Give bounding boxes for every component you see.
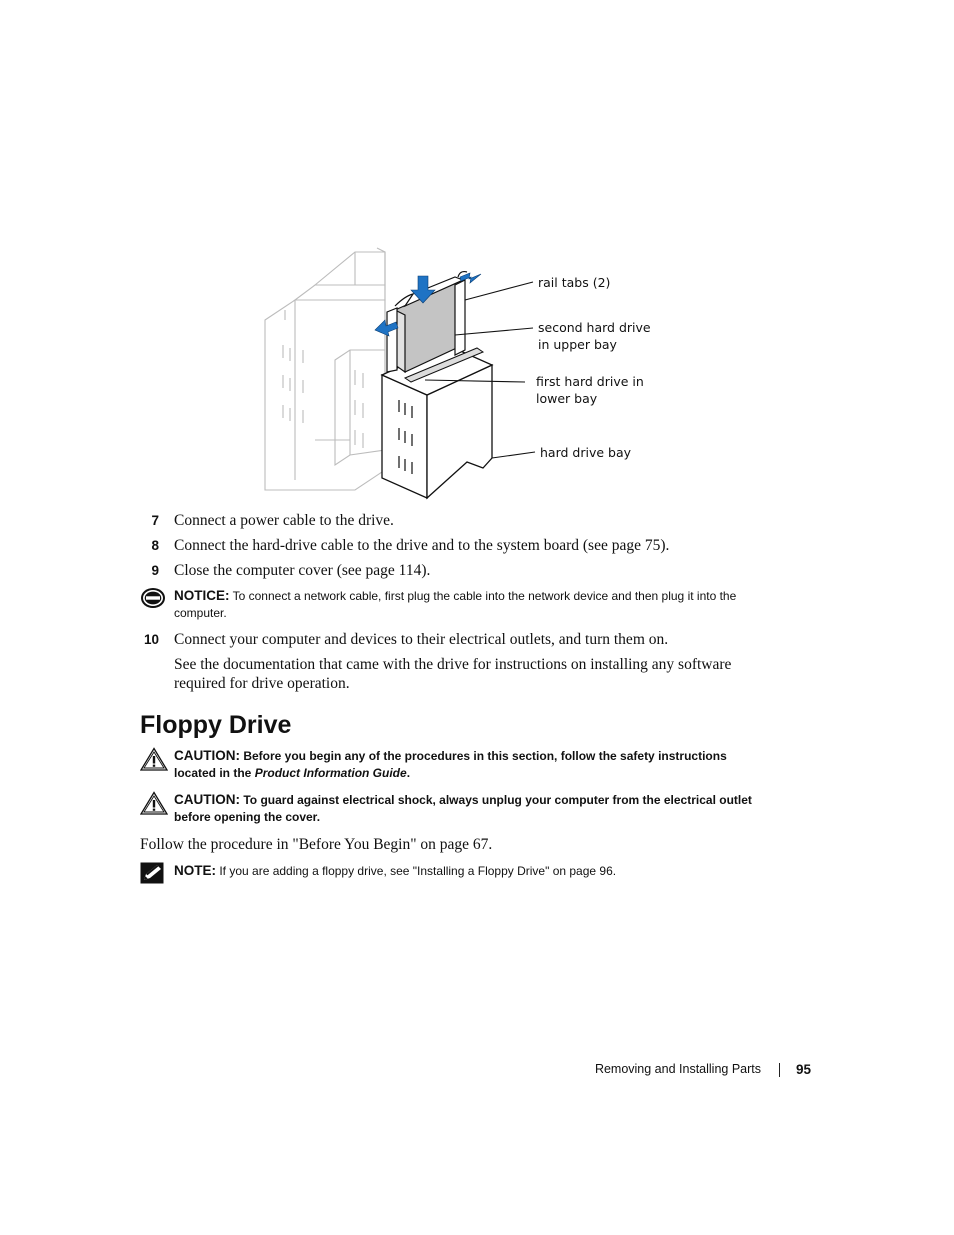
callout-line: in upper bay (538, 337, 617, 352)
notice-label: NOTICE: (174, 588, 230, 603)
callout-second-hard-drive (538, 319, 651, 353)
callout-line: second hard drive (538, 320, 651, 335)
callout-line: lower bay (536, 391, 598, 406)
notice-text (174, 587, 764, 622)
step-text: Connect the hard-drive cable to the drive and to the system board (see page 75). (174, 537, 670, 554)
caution-message: Before you begin any of the procedures in this section, follow the safety instructions located in the (174, 749, 727, 780)
step-number: 8 (151, 538, 159, 553)
caution-text (174, 791, 764, 826)
step-number: 10 (143, 632, 159, 647)
caution-triangle-icon (140, 747, 168, 771)
callout-line: first hard drive in (536, 374, 644, 389)
callout-first-hard-drive (536, 373, 644, 407)
callout-hard-drive-bay: hard drive bay (540, 445, 632, 460)
step-text: Connect a power cable to the drive. (174, 512, 394, 529)
step-10-followup: See the documentation that came with the drive for instructions on installing any software required for drive operation. (174, 656, 732, 692)
note-pencil-icon (140, 862, 164, 884)
step-number: 7 (151, 513, 159, 528)
caution-label: CAUTION: (174, 748, 240, 763)
notice-icon (140, 587, 166, 609)
procedure-text: Follow the procedure in "Before You Begin" on page 67. (140, 836, 493, 853)
callout-rail-tabs: rail tabs (2) (538, 275, 611, 290)
caution-triangle-icon (140, 791, 168, 815)
caution-message-end: . (406, 766, 411, 780)
section-title: Floppy Drive (140, 711, 292, 739)
caution-text (174, 747, 764, 782)
page-number: 95 (796, 1062, 812, 1077)
guide-title: Product Information Guide (254, 766, 407, 780)
hard-drive-illustration (255, 240, 675, 510)
note-label: NOTE: (174, 863, 216, 878)
step-text: Connect your computer and devices to their electrical outlets, and turn them on. (174, 631, 669, 648)
footer-divider (779, 1063, 780, 1077)
step-text: Close the computer cover (see page 114). (174, 562, 431, 579)
note-message: If you are adding a floppy drive, see "Installing a Floppy Drive" on page 96. (216, 864, 617, 878)
notice-message: To connect a network cable, first plug the cable into the network device and then plug it into the computer. (174, 589, 737, 620)
step-number: 9 (151, 563, 159, 578)
footer-section-name: Removing and Installing Parts (594, 1062, 761, 1076)
caution-label: CAUTION: (174, 792, 240, 807)
caution-message: To guard against electrical shock, always unplug your computer from the electrical outlet before opening the cover. (174, 793, 752, 824)
note-text (174, 862, 764, 880)
